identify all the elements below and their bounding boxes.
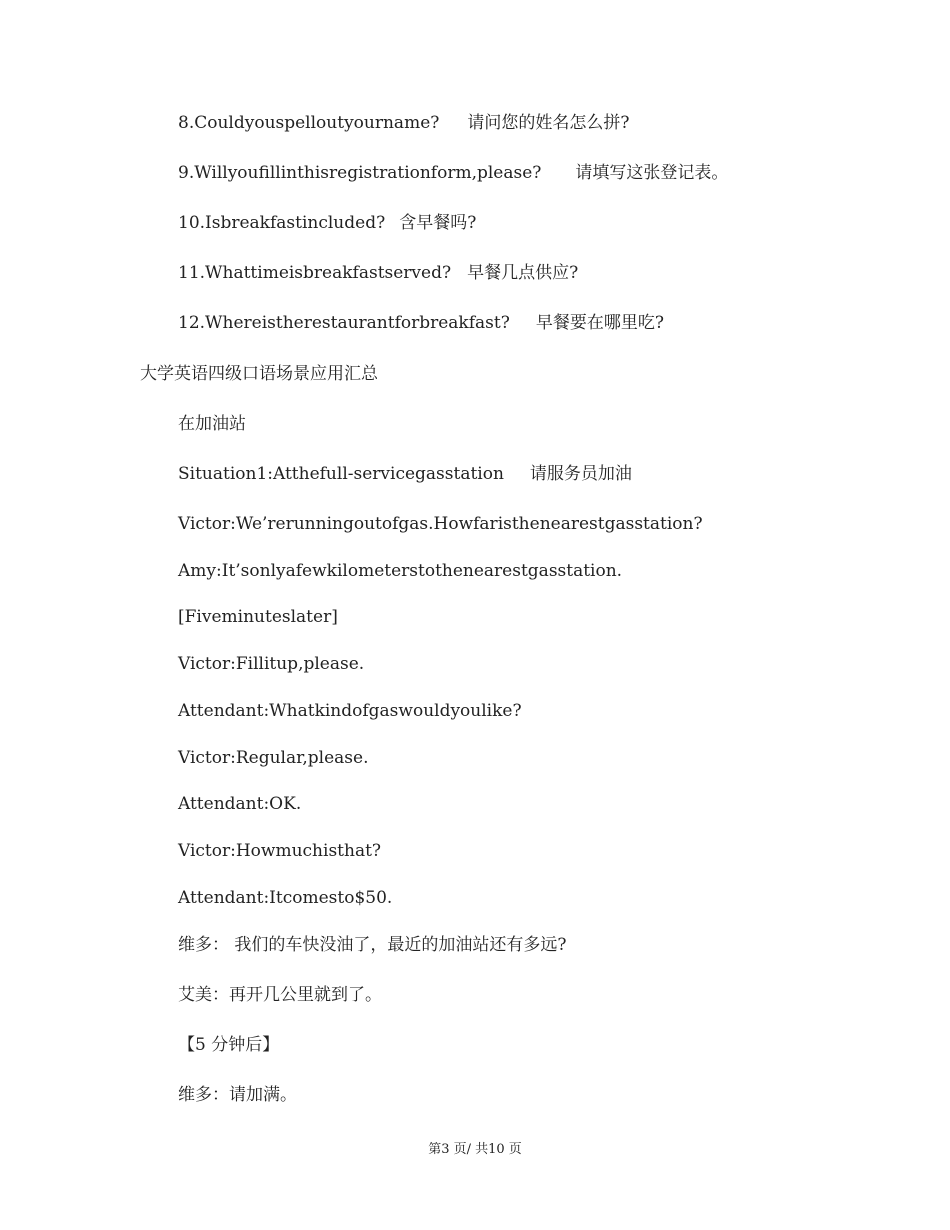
dialogue-line: Victor:Howmuchisthat? (178, 841, 382, 861)
section-heading: 大学英语四级口语场景应用汇总 (140, 364, 378, 384)
section-subheading: 在加油站 (178, 414, 246, 434)
dialogue-line: Victor:Fillitup,please. (178, 654, 365, 674)
translation-line: 艾美：再开几公里就到了。 (178, 985, 382, 1005)
phrase-english: 10.Isbreakfastincluded? (178, 213, 386, 233)
phrase-english: 8.Couldyouspelloutyourname? (178, 113, 440, 133)
phrase-english: 11.Whattimeisbreakfastserved? (178, 263, 452, 283)
phrase-chinese: 请问您的姓名怎么拼? (467, 113, 630, 133)
dialogue-line: [Fiveminuteslater] (178, 607, 338, 627)
phrase-english: 12.Whereistherestaurantforbreakfast? (178, 313, 510, 333)
phrase-line-10 (178, 211, 476, 235)
translation-line: 维多： 我们的车快没油了，最近的加油站还有多远? (178, 935, 567, 955)
phrase-line-9 (178, 161, 728, 185)
phrase-line-12 (178, 311, 664, 335)
dialogue-line: Victor:Regular,please. (178, 748, 369, 768)
phrase-chinese: 请填写这张登记表。 (575, 163, 729, 183)
dialogue-line: Amy:It’sonlyafewkilometerstothenearestgasstation. (178, 561, 623, 581)
phrase-line-11 (178, 261, 578, 285)
phrase-line-8 (178, 111, 630, 135)
phrase-english: 9.Willyoufillinthisregistrationform,please? (178, 163, 542, 183)
translation-line: 维多：请加满。 (178, 1085, 297, 1105)
translation-line: 【5 分钟后】 (178, 1035, 280, 1055)
phrase-chinese: 早餐要在哪里吃? (535, 313, 664, 333)
dialogue-line: Victor:We’rerunningoutofgas.Howfaristhenearestgasstation? (178, 514, 703, 534)
situation-english: Situation1:Atthefull-servicegasstation (178, 464, 504, 484)
phrase-chinese: 早餐几点供应? (467, 263, 579, 283)
page-footer: 第3 页/ 共10 页 (428, 1142, 522, 1157)
situation-chinese: 请服务员加油 (529, 464, 632, 484)
dialogue-line: Attendant:OK. (178, 794, 302, 814)
dialogue-line: Attendant:Whatkindofgaswouldyoulike? (178, 701, 522, 721)
situation-line (178, 462, 632, 486)
dialogue-line: Attendant:Itcomesto$50. (178, 888, 393, 908)
phrase-chinese: 含早餐吗? (399, 213, 477, 233)
